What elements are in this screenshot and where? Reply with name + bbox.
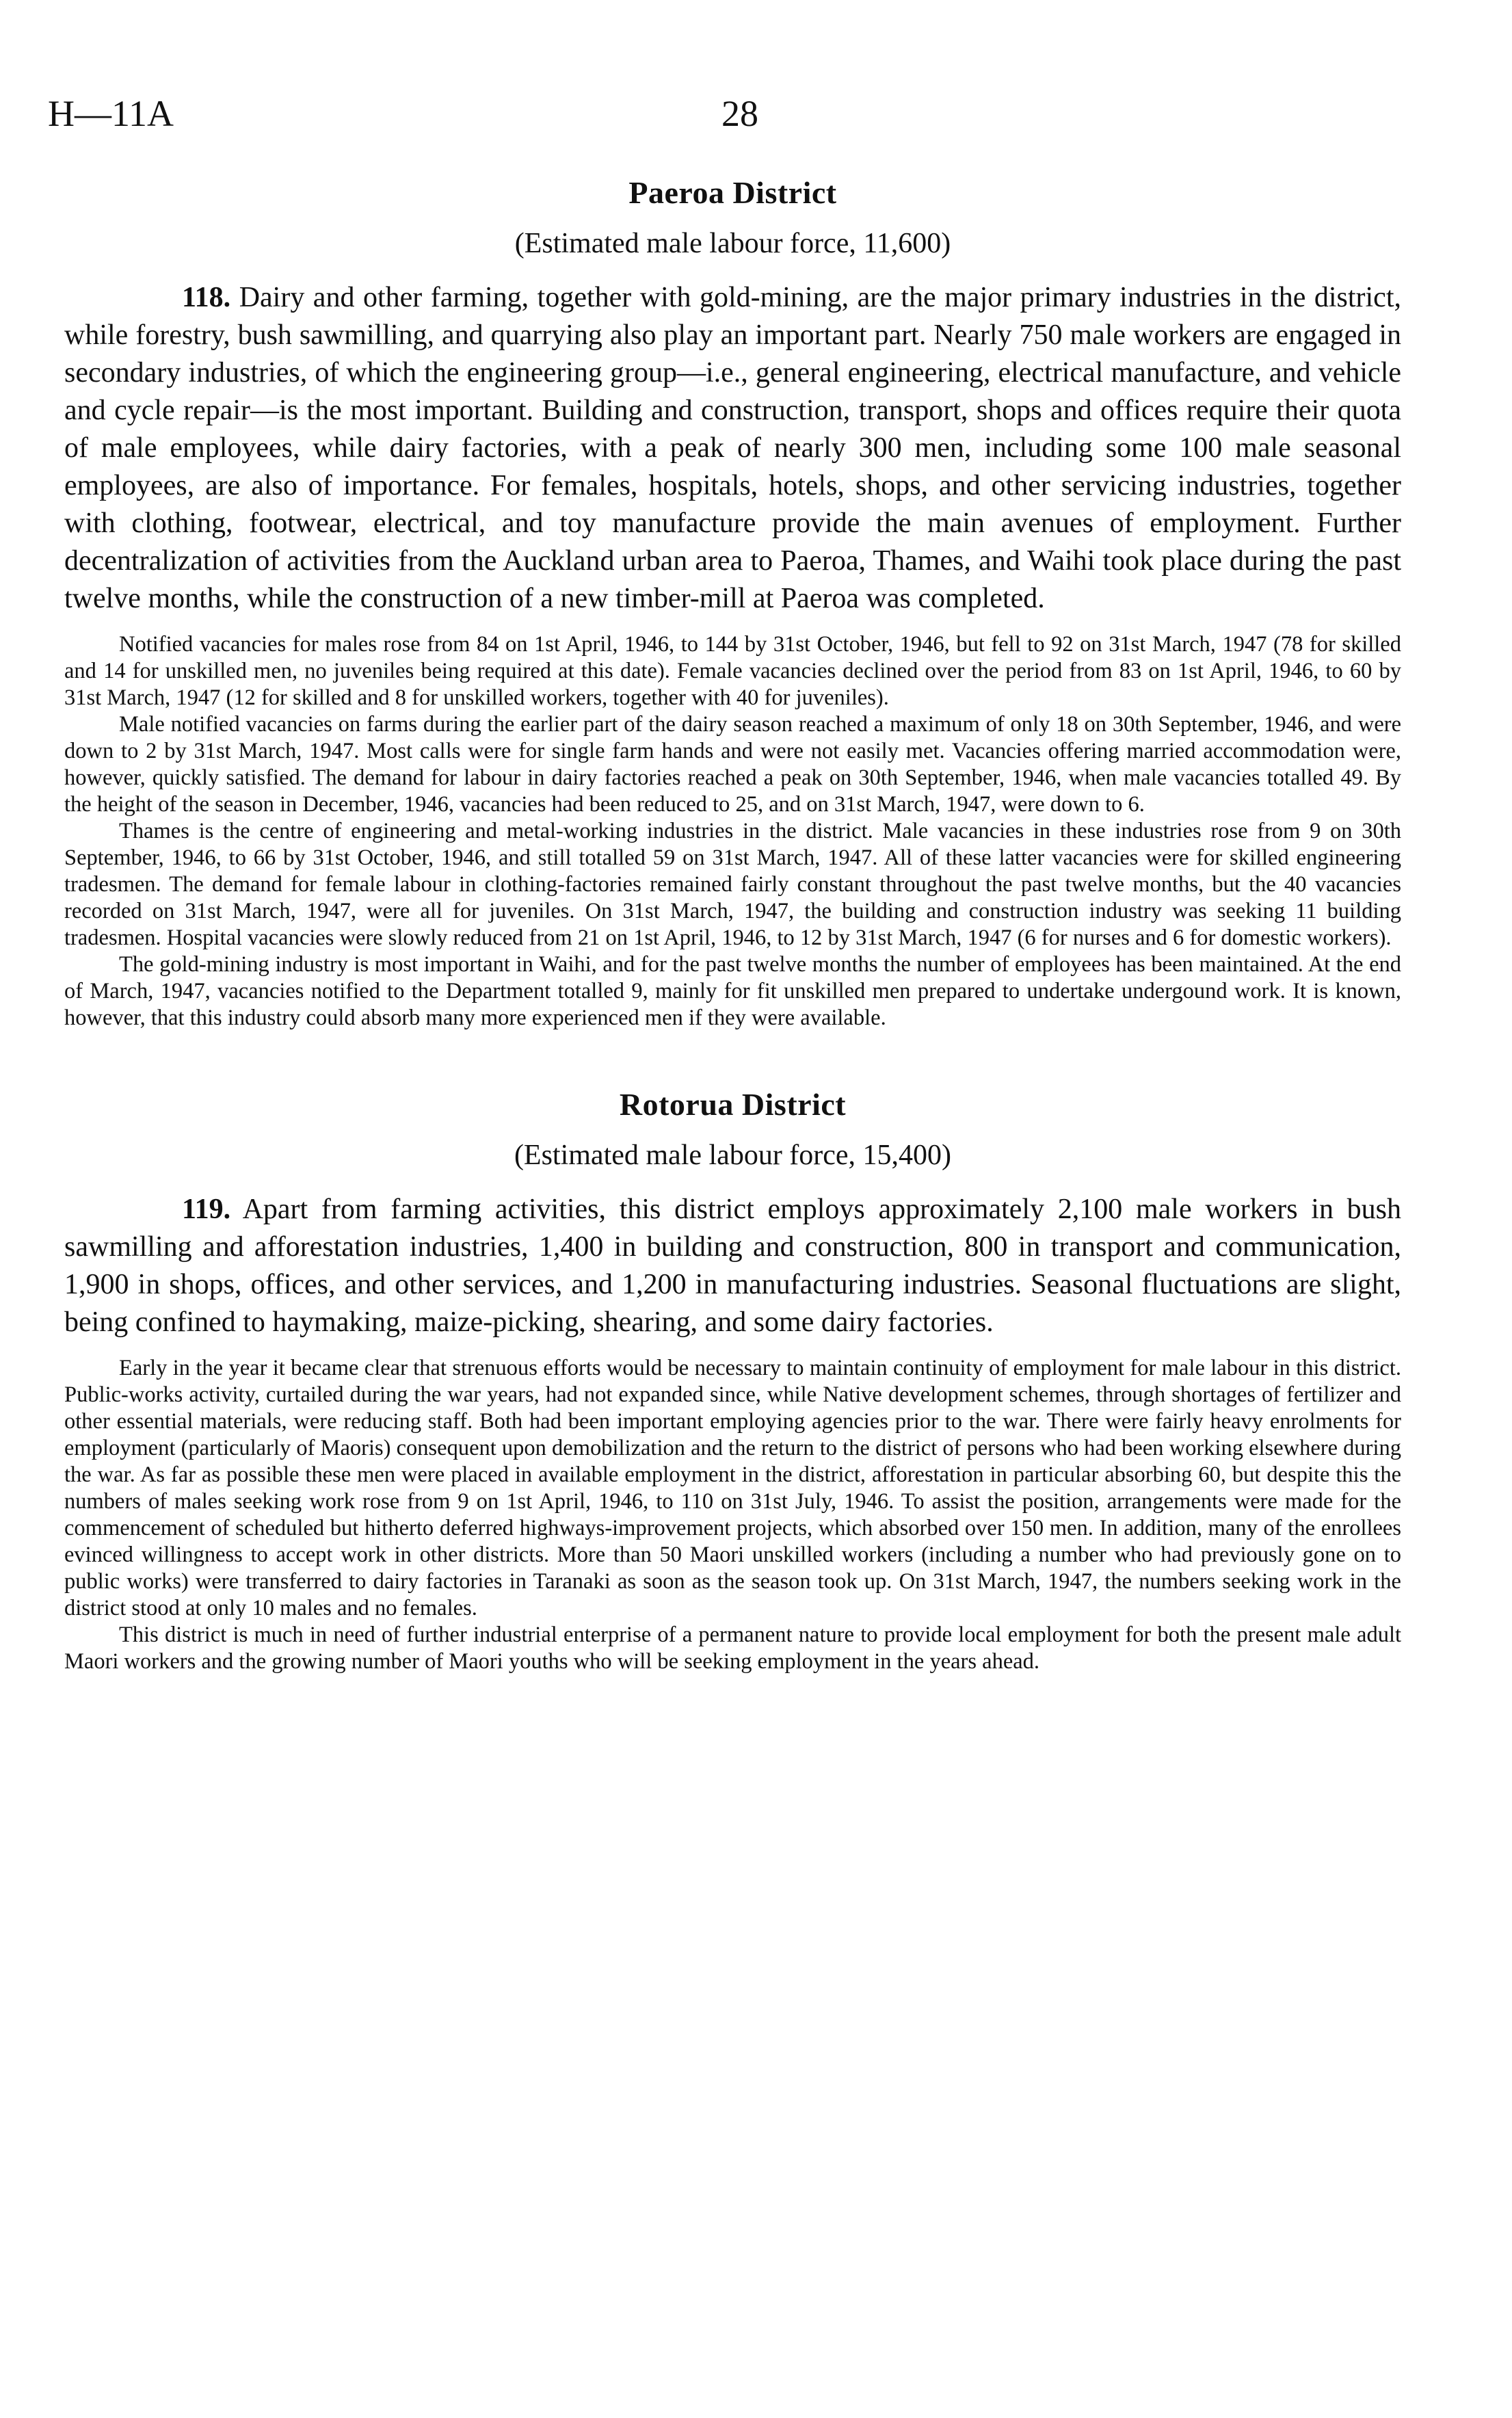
body-paragraph: Male notified vacancies on farms during the earlier part of the dairy season reached a maximum of only 18 on 30th September, 1946, and were down to 2 by 31st March, 1947. Most calls were for single farm hands and were not easily met. Vacancies offering married accommodation were, however, quickly satisfied. The demand for labour in dairy factories reached a peak on 30th September, 1946, when male vacancies totalled 49. By the height of the season in December, 1946, vacancies had been reduced to 25, and on 31st March, 1947, were down to 6.	[64, 712, 1401, 817]
running-header	[48, 92, 1443, 140]
paragraph-number: 119.	[182, 1194, 231, 1225]
lead-paragraph-text: Dairy and other farming, together with gold-mining, are the major primary industries in the district, while forestry, bush sawmilling, and quarrying also play an important part. Nearly 750 male workers are engaged in secondary industries, of which the engineering group—i.e., general engineering, electrical manufacture, and vehicle and cycle repair—is the most important. Building and construction, transport, shops and offices require their quota of male employees, while dairy factories, with a peak of nearly 300 men, including some 100 male seasonal employees, are also of importance. For females, hospitals, hotels, shops, and other servicing industries, together with clothing, footwear, electrical, and toy manufacture provide the main avenues of employment. Further decentralization of activities from the Auckland urban area to Paeroa, Thames, and Waihi took place during the past twelve months, while the construction of a new timber-mill at Paeroa was completed.	[64, 282, 1401, 614]
section-title: Paeroa District	[628, 175, 837, 210]
body-paragraph: This district is much in need of further industrial enterprise of a permanent nature to provide local employment for both the present male adult Maori workers and the growing number of Maori youths who will be seeking employment in the years ahead.	[64, 1622, 1401, 1674]
lead-paragraph	[64, 1191, 1401, 1341]
body-paragraph: Notified vacancies for males rose from 84 on 1st April, 1946, to 144 by 31st October, 1946, but fell to 92 on 31st March, 1947 (78 for skilled and 14 for unskilled men, no juveniles being required at this date). Female vacancies declined over the period from 83 on 1st April, 1946, to 60 by 31st March, 1947 (12 for skilled and 8 for unskilled workers, together with 40 for juveniles).	[64, 632, 1401, 710]
section-rotorua-district	[64, 1086, 1401, 1675]
document-code: H—11A	[48, 93, 174, 134]
lead-paragraph	[64, 279, 1401, 618]
section-subtitle: (Estimated male labour force, 11,600)	[514, 228, 951, 259]
body-paragraph: The gold-mining industry is most important in Waihi, and for the past twelve months the number of employees has been maintained. At the end of March, 1947, vacancies notified to the Department totalled 9, mainly for fit unskilled men prepared to undertake undergound work. It is known, however, that this industry could absorb many more experienced men if they were available.	[64, 952, 1401, 1030]
section-title: Rotorua District	[619, 1087, 847, 1122]
lead-paragraph-text: Apart from farming activities, this district employs approximately 2,100 male workers in bush sawmilling and afforestation industries, 1,400 in building and construction, 800 in transport and communication, 1,900 in shops, offices, and other services, and 1,200 in manufacturing industries. Seasonal fluctuations are slight, being confined to haymaking, maize-picking, shearing, and some dairy factories.	[64, 1194, 1401, 1338]
section-subtitle: (Estimated male labour force, 15,400)	[514, 1140, 952, 1171]
page-content	[64, 174, 1401, 1675]
page-number: 28	[721, 93, 758, 134]
body-paragraph: Early in the year it became clear that strenuous efforts would be necessary to maintain continuity of employment for male labour in this district. Public-works activity, curtailed during the war years, had not expanded since, while Native development schemes, through shortages of fertilizer and other essential materials, were reducing staff. Both had been important employing agencies prior to the war. There were fairly heavy enrolments for employment (particularly of Maoris) consequent upon demobilization and the return to the district of persons who had been working elsewhere during the war. As far as possible these men were placed in available employment in the district, afforestation in particular absorbing 60, but despite this the numbers of males seeking work rose from 9 on 1st April, 1946, to 110 on 31st July, 1946. To assist the position, arrangements were made for the commencement of scheduled but hitherto deferred highways-improvement projects, which absorbed over 150 men. In addition, many of the enrollees evinced willingness to accept work in other districts. More than 50 Maori unskilled workers (including a number who had previously gone on to public works) were transferred to dairy factories in Taranaki as soon as the season took up. On 31st March, 1947, the numbers seeking work in the district stood at only 10 males and no females.	[64, 1356, 1401, 1620]
paragraph-number: 118.	[182, 282, 231, 313]
section-paeroa-district	[64, 174, 1401, 1031]
body-paragraph: Thames is the centre of engineering and metal-working industries in the district. Male vacancies in these industries rose from 9 on 30th September, 1946, to 66 by 31st October, 1946, and still totalled 59 on 31st March, 1947. All of these latter vacancies were for skilled engineering tradesmen. The demand for female labour in clothing-factories remained fairly constant throughout the past twelve months, but the 40 vacancies recorded on 31st March, 1947, were all for juveniles. On 31st March, 1947, the building and construction industry was seeking 11 building tradesmen. Hospital vacancies were slowly reduced from 21 on 1st April, 1946, to 12 by 31st March, 1947 (6 for nurses and 6 for domestic workers).	[64, 819, 1401, 950]
